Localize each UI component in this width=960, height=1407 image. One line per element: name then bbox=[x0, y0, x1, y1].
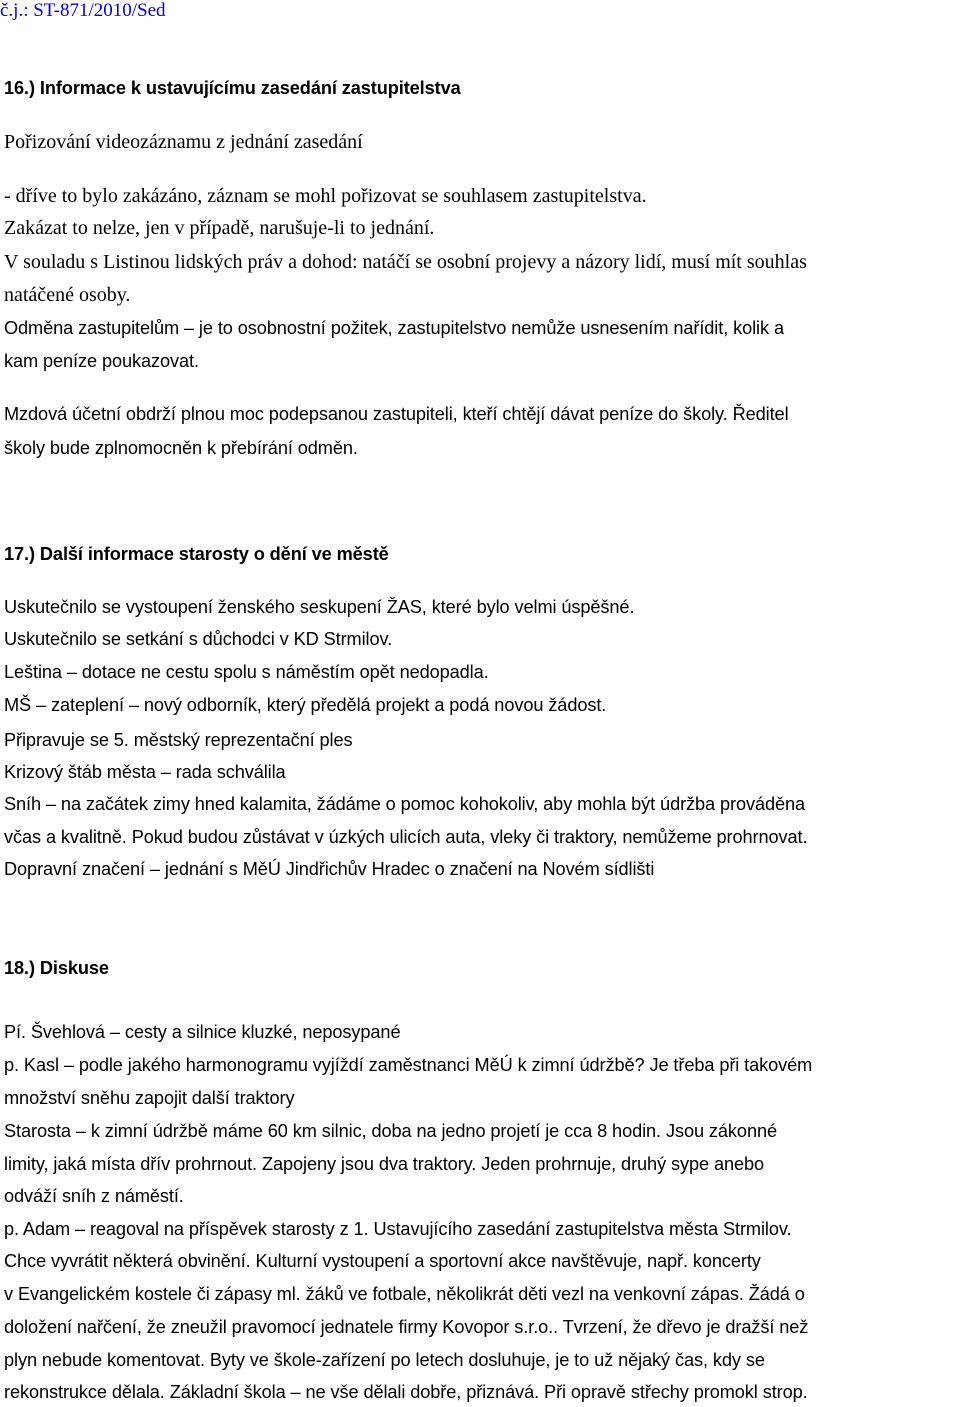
section-16-line: Odměna zastupitelům – je to osobnostní požitek, zastupitelstvo nemůže usnesením nařídit, kolik a bbox=[4, 318, 784, 338]
section-16-heading: 16.) Informace k ustavujícímu zasedání zastupitelstva bbox=[4, 78, 461, 98]
section-17-line: Uskutečnilo se vystoupení ženského seskupení ŽAS, které bylo velmi úspěšné. bbox=[4, 597, 635, 617]
section-18-line: Starosta – k zimní údržbě máme 60 km silnic, doba na jedno projetí je cca 8 hodin. Jsou zákonné bbox=[4, 1121, 777, 1141]
section-16-line: natáčené osoby. bbox=[4, 284, 131, 306]
section-18-line: Chce vyvrátit některá obvinění. Kulturní vystoupení a sportovní akce navštěvuje, např. koncerty bbox=[4, 1251, 761, 1271]
section-18-line: odváží sníh z náměstí. bbox=[4, 1186, 184, 1206]
section-17-line: MŠ – zateplení – nový odborník, který předělá projekt a podá novou žádost. bbox=[4, 695, 607, 715]
section-16-line: školy bude zplnomocněn k přebírání odměn. bbox=[4, 438, 358, 458]
section-17-line: Připravuje se 5. městský reprezentační ples bbox=[4, 730, 353, 750]
section-16-line: V souladu s Listinou lidských práv a dohod: natáčí se osobní projevy a názory lidí, musí mít souhlas bbox=[4, 251, 807, 273]
section-16-line: Zakázat to nelze, jen v případě, narušuje-li to jednání. bbox=[4, 217, 435, 239]
section-18-line: množství sněhu zapojit další traktory bbox=[4, 1088, 295, 1108]
section-17-line: Sníh – na začátek zimy hned kalamita, žádáme o pomoc kohokoliv, aby mohla být údržba prováděna bbox=[4, 794, 806, 814]
section-17-line: včas a kvalitně. Pokud budou zůstávat v úzkých ulicích auta, vleky či traktory, nemůžeme prohrnovat. bbox=[4, 827, 808, 847]
section-18-line: plyn nebude komentovat. Byty ve škole-zařízení po letech dosluhuje, je to už nějaký čas, kdy se bbox=[4, 1350, 765, 1370]
section-16-line: Mzdová účetní obdrží plnou moc podepsanou zastupiteli, kteří chtějí dávat peníze do školy. Ředitel bbox=[4, 404, 789, 424]
section-16-line: kam peníze poukazovat. bbox=[4, 351, 199, 371]
document-reference: č.j.: ST-871/2010/Sed bbox=[0, 0, 166, 21]
section-16-subheading: Pořizování videozáznamu z jednání zasedání bbox=[4, 131, 363, 153]
section-17-line: Uskutečnilo se setkání s důchodci v KD Strmilov. bbox=[4, 629, 393, 649]
section-18-line: limity, jaká místa dřív prohrnout. Zapojeny jsou dva traktory. Jeden prohrnuje, druhý sype anebo bbox=[4, 1154, 765, 1174]
section-17-heading: 17.) Další informace starosty o dění ve městě bbox=[4, 544, 389, 564]
section-16-line: - dříve to bylo zakázáno, záznam se mohl pořizovat se souhlasem zastupitelstva. bbox=[4, 185, 647, 207]
section-17-line: Leština – dotace ne cestu spolu s náměstím opět nedopadla. bbox=[4, 662, 489, 682]
section-17-line: Dopravní značení – jednání s MěÚ Jindřichův Hradec o značení na Novém sídlišti bbox=[4, 859, 655, 879]
section-18-line: p. Adam – reagoval na příspěvek starosty z 1. Ustavujícího zasedání zastupitelstva města Strmilov. bbox=[4, 1219, 792, 1239]
section-18-line: v Evangelickém kostele či zápasy ml. žáků ve fotbale, několikrát děti vezl na venkovní zápas. Žádá o bbox=[4, 1284, 805, 1304]
section-18-line: doložení nařčení, že zneužil pravomocí jednatele firmy Kovopor s.r.o.. Tvrzení, že dřevo je dražší než bbox=[4, 1317, 809, 1337]
section-18-line: rekonstrukce dělala. Základní škola – ne vše dělali dobře, přiznává. Při opravě střechy promokl strop. bbox=[4, 1382, 808, 1402]
section-18-heading: 18.) Diskuse bbox=[4, 958, 109, 978]
section-18-line: p. Kasl – podle jakého harmonogramu vyjíždí zaměstnanci MěÚ k zimní údržbě? Je třeba při takovém bbox=[4, 1055, 813, 1075]
section-17-line: Krizový štáb města – rada schválila bbox=[4, 762, 286, 782]
section-18-line: Pí. Švehlová – cesty a silnice kluzké, neposypané bbox=[4, 1022, 401, 1042]
